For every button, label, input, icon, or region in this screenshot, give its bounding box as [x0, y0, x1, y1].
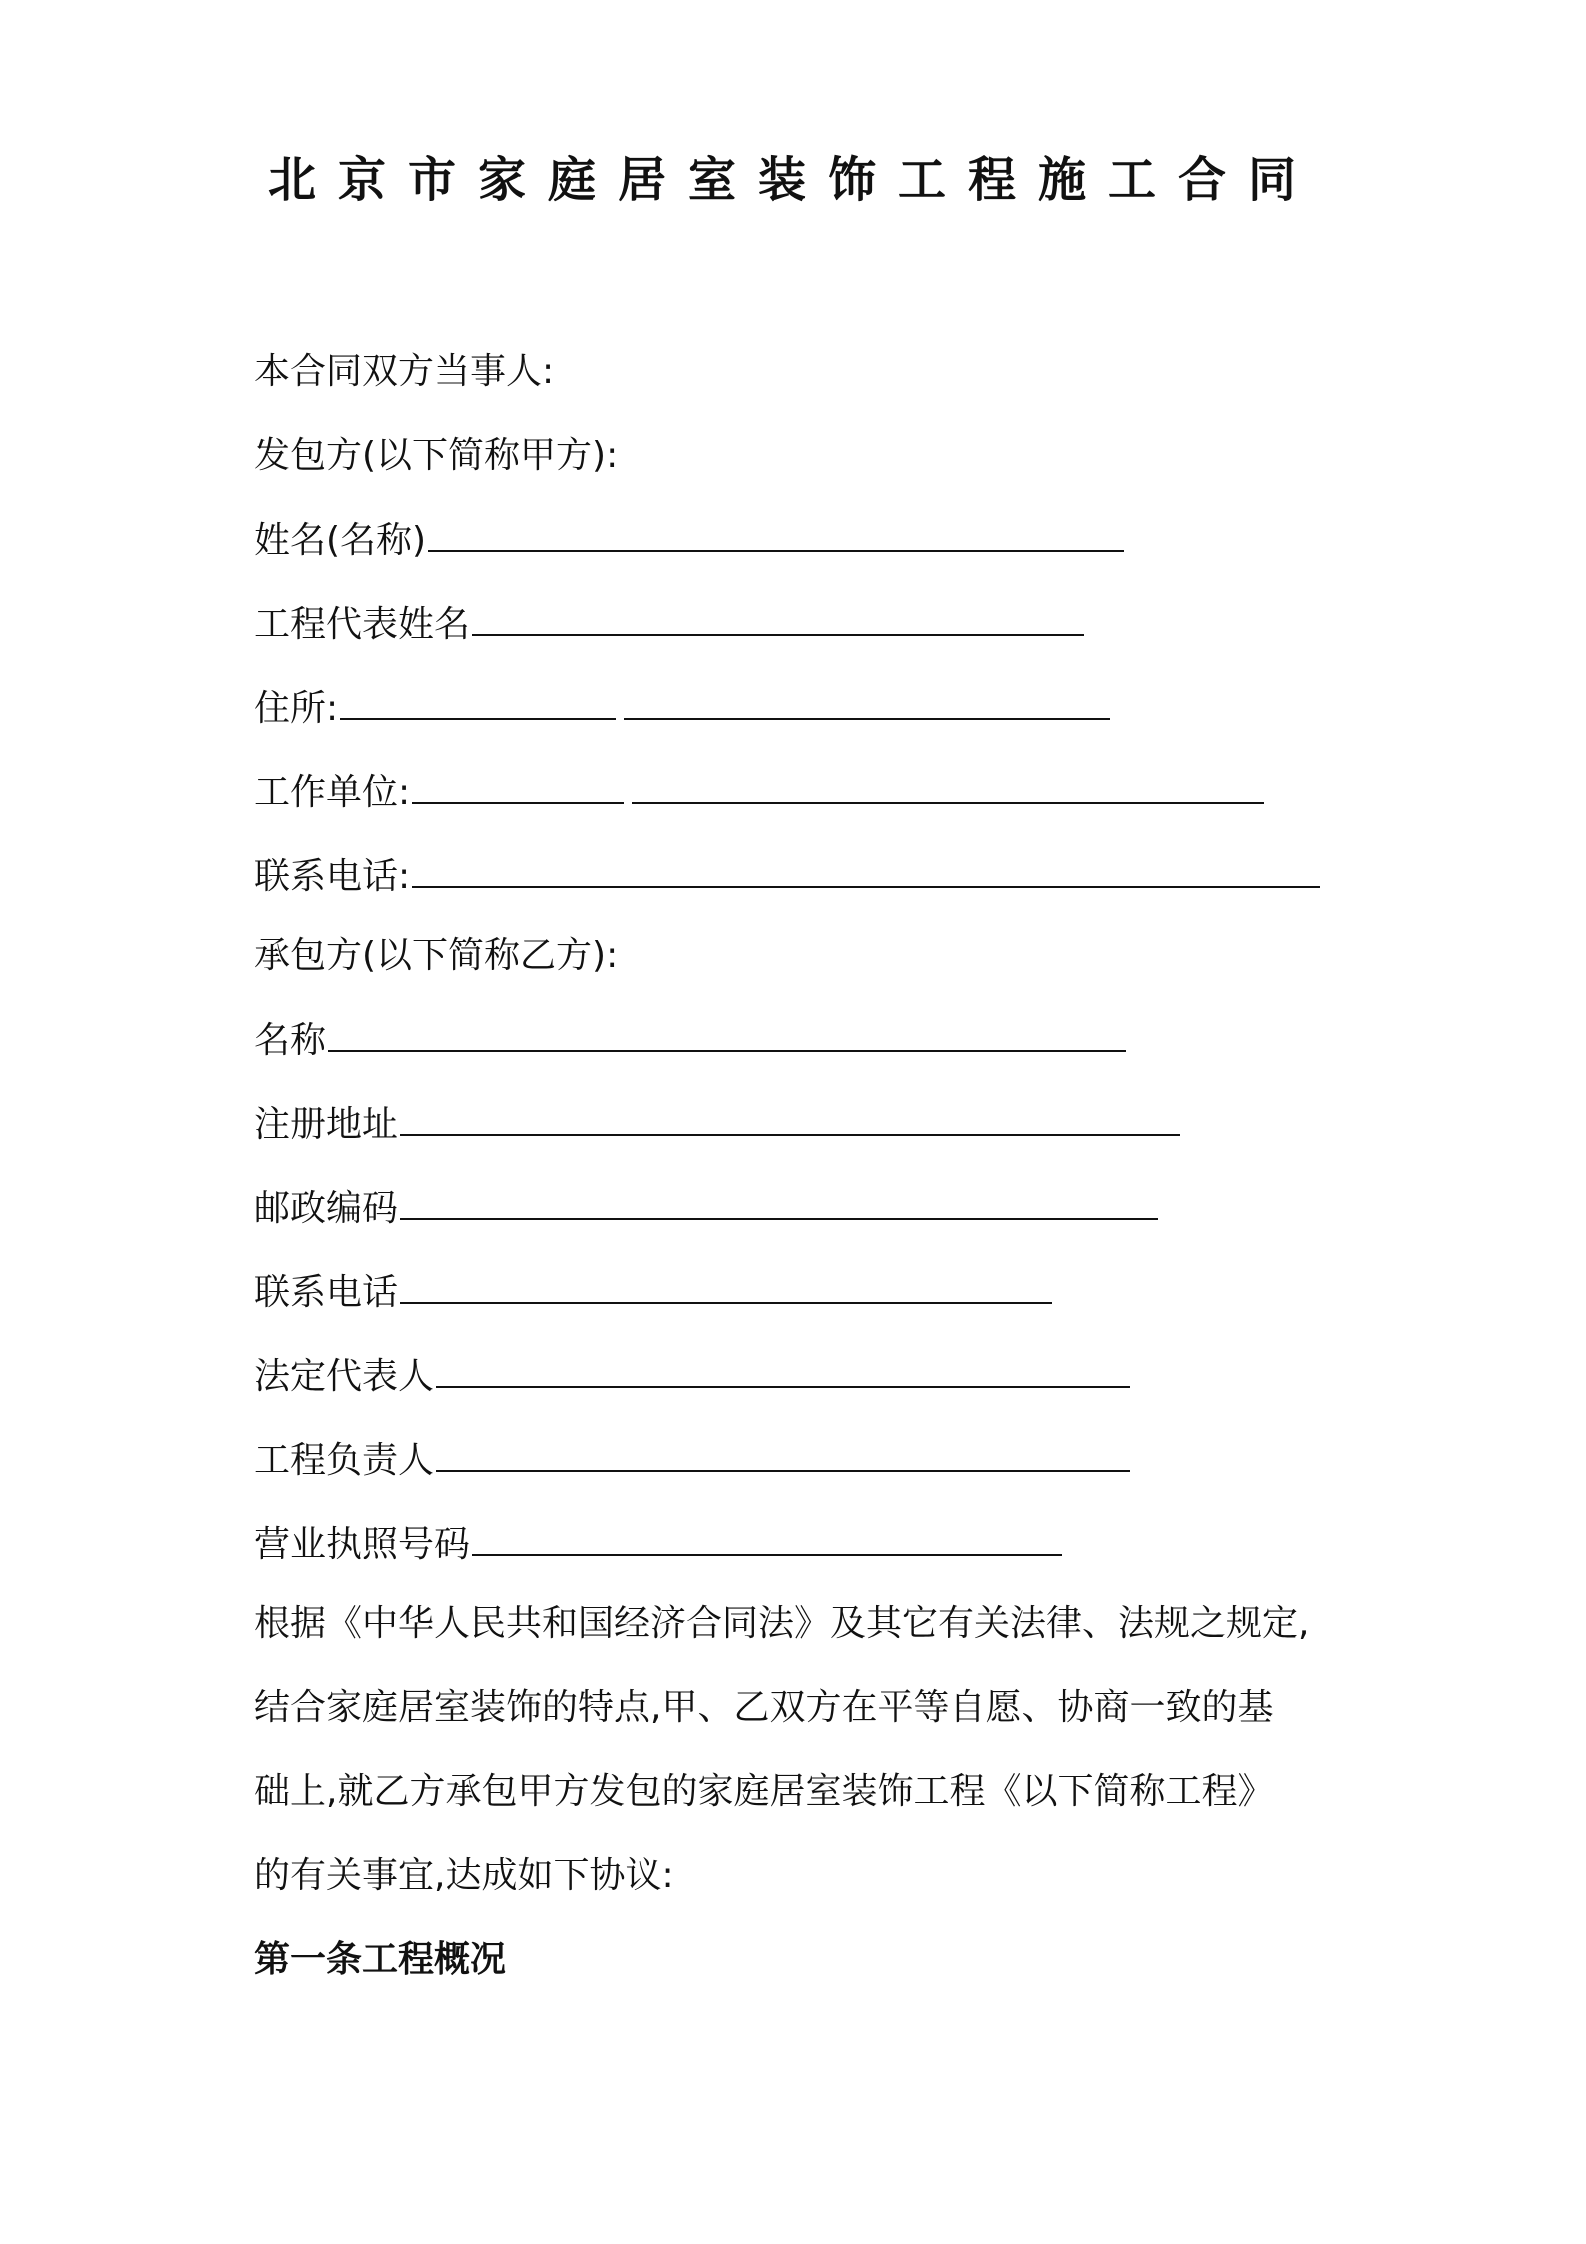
party-b-heading: 承包方(以下简称乙方):	[254, 935, 619, 976]
party-b-license-row	[254, 1520, 1062, 1569]
party-b-license-blank[interactable]	[472, 1520, 1062, 1556]
party-a-rep-blank[interactable]	[472, 600, 1084, 636]
party-a-employer-label: 工作单位:	[254, 772, 411, 813]
preamble-line-3: 础上,就乙方承包甲方发包的家庭居室装饰工程《以下简称工程》	[254, 1771, 1274, 1812]
party-b-postcode-blank[interactable]	[400, 1184, 1158, 1220]
party-a-rep-row	[254, 600, 1084, 649]
document-title: 北京市家庭居室装饰工程施工合同	[267, 152, 1318, 208]
party-a-address-label: 住所:	[254, 688, 339, 729]
party-b-phone-row	[254, 1268, 1052, 1317]
preamble-line-1: 根据《中华人民共和国经济合同法》及其它有关法律、法规之规定,	[254, 1603, 1310, 1644]
party-b-project-lead-blank[interactable]	[436, 1436, 1130, 1472]
party-a-name-label: 姓名(名称)	[254, 520, 427, 561]
party-a-heading: 发包方(以下简称甲方):	[254, 435, 619, 476]
party-a-rep-label: 工程代表姓名	[254, 604, 471, 645]
party-b-phone-blank[interactable]	[400, 1268, 1052, 1304]
article-1-heading: 第一条工程概况	[254, 1939, 507, 1980]
party-b-license-label: 营业执照号码	[254, 1524, 471, 1565]
party-b-reg-address-row	[254, 1100, 1180, 1149]
party-a-employer-blank-1[interactable]	[412, 768, 624, 804]
preamble-line-2: 结合家庭居室装饰的特点,甲、乙双方在平等自愿、协商一致的基	[254, 1687, 1274, 1728]
party-b-project-lead-row	[254, 1436, 1130, 1485]
party-b-name-blank[interactable]	[328, 1016, 1126, 1052]
party-a-address-blank-1[interactable]	[340, 684, 616, 720]
party-b-legal-rep-label: 法定代表人	[254, 1356, 435, 1397]
party-b-legal-rep-blank[interactable]	[436, 1352, 1130, 1388]
party-a-phone-blank[interactable]	[412, 852, 1320, 888]
party-b-project-lead-label: 工程负责人	[254, 1440, 435, 1481]
party-b-legal-rep-row	[254, 1352, 1130, 1401]
party-b-reg-address-blank[interactable]	[400, 1100, 1180, 1136]
party-a-address-row	[254, 684, 1110, 733]
party-b-postcode-label: 邮政编码	[254, 1188, 399, 1229]
party-b-name-row	[254, 1016, 1126, 1065]
preamble-line-4: 的有关事宜,达成如下协议:	[254, 1855, 674, 1896]
party-b-reg-address-label: 注册地址	[254, 1104, 399, 1145]
party-b-name-label: 名称	[254, 1020, 327, 1061]
party-a-employer-row	[254, 768, 1264, 817]
parties-heading: 本合同双方当事人:	[254, 351, 555, 392]
party-a-phone-row	[254, 852, 1320, 901]
party-a-employer-blank-2[interactable]	[632, 768, 1264, 804]
party-a-name-blank[interactable]	[428, 516, 1124, 552]
party-b-phone-label: 联系电话	[254, 1272, 399, 1313]
party-a-phone-label: 联系电话:	[254, 856, 411, 897]
party-a-name-row	[254, 516, 1124, 565]
party-b-postcode-row	[254, 1184, 1158, 1233]
party-a-address-blank-2[interactable]	[624, 684, 1110, 720]
